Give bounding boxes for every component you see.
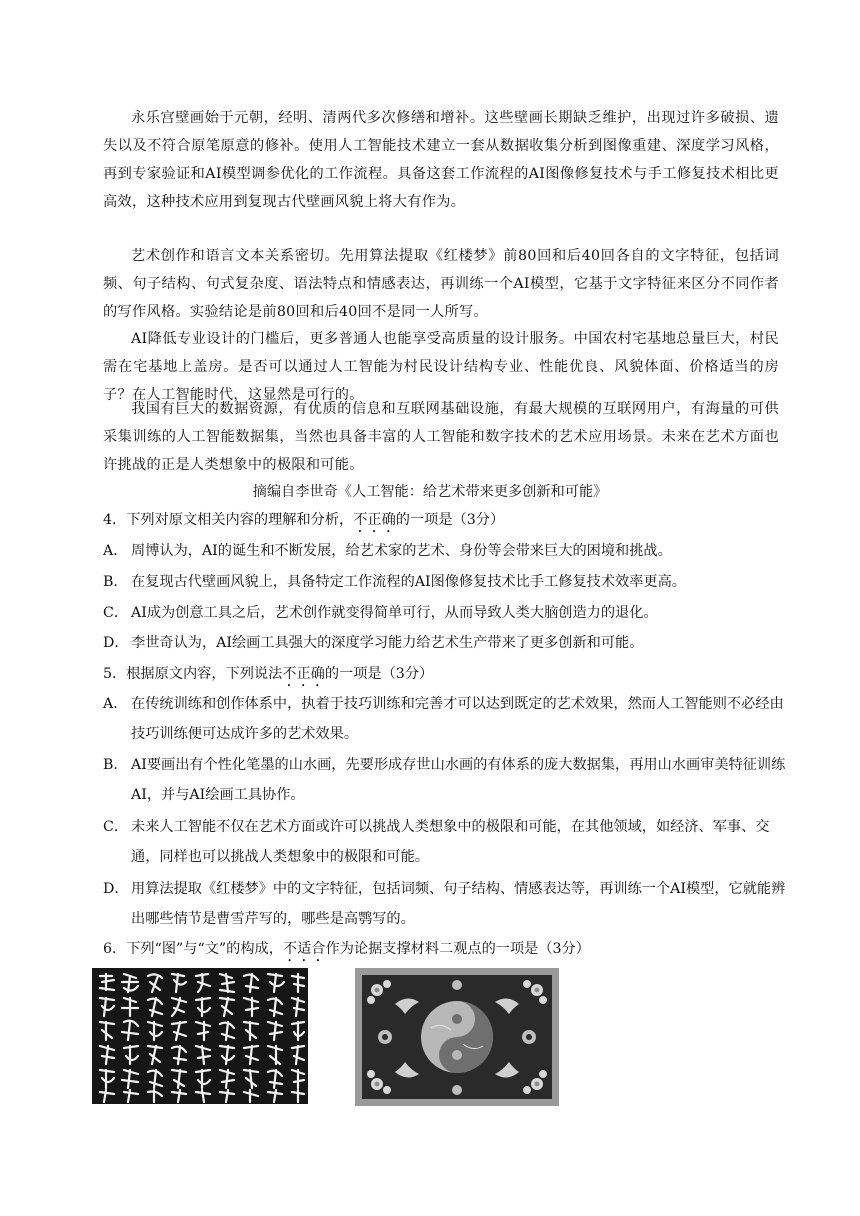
question-stem-emphasis: 不适合 bbox=[282, 941, 326, 957]
papercut-art bbox=[355, 968, 559, 1106]
question-stem-emphasis: 不正确 bbox=[282, 666, 325, 682]
option-letter: D． bbox=[103, 635, 129, 651]
question-stem-before: 4．下列对原文相关内容的理解和分析， bbox=[103, 512, 354, 528]
question-5-option-a bbox=[103, 689, 793, 749]
question-4-option-d bbox=[103, 628, 793, 658]
question-4-option-c bbox=[103, 598, 793, 628]
option-text: 在复现古代壁画风貌上，具备特定工作流程的AI图像修复技术比手工修复技术效率更高。 bbox=[131, 574, 686, 590]
question-5-option-b bbox=[103, 750, 793, 810]
question-5-option-d bbox=[103, 874, 793, 934]
option-text: AI要画出有个性化笔墨的山水画，先要形成存世山水画的有体系的庞大数据集，再用山水画审美特征训练AI，并与AI绘画工具协作。 bbox=[131, 757, 786, 803]
option-text: 用算法提取《红楼梦》中的文字特征，包括词频、句子结构、情感表达等，再训练一个AI模型，它就能辨出哪些情节是曹雪芹写的，哪些是高鹗写的。 bbox=[131, 881, 786, 927]
option-letter: C． bbox=[103, 605, 129, 621]
calligraphy-image bbox=[92, 968, 308, 1104]
option-text: 未来人工智能不仅在艺术方面或许可以挑战人类想象中的极限和可能，在其他领域，如经济、军事、交通，同样也可以挑战人类想象中的极限和可能。 bbox=[131, 819, 770, 865]
question-6-stem bbox=[103, 935, 783, 965]
question-stem-after: 的一项是（3分） bbox=[324, 666, 434, 682]
question-4-option-b bbox=[103, 567, 793, 597]
option-text: 在传统训练和创作体系中，执着于技巧训练和完善才可以达到既定的艺术效果，然而人工智能则不必经由技巧训练便可达成许多的艺术效果。 bbox=[131, 696, 784, 742]
passage-paragraph-4: 我国有巨大的数据资源，有优质的信息和互联网基础设施，有最大规模的互联网用户，有海量的可供采集训练的人工智能数据集，当然也具备丰富的人工智能和数字技术的艺术应用场景。未来在艺术方面也许挑战的正是人类想象中的极限和可能。 bbox=[103, 401, 779, 473]
option-letter: A． bbox=[103, 543, 128, 559]
option-letter: C． bbox=[103, 819, 129, 835]
question-4-option-a bbox=[103, 536, 793, 566]
question-stem-before: 5．根据原文内容，下列说法 bbox=[103, 666, 283, 682]
option-letter: D． bbox=[103, 881, 129, 897]
passage-paragraph-2: 艺术创作和语言文本关系密切。先用算法提取《红楼梦》前80回和后40回各自的文字特征，包括词频、句子结构、句式复杂度、语法特点和情感表达，再训练一个AI模型，它基于文字特征来区分不同作者的写作风格。实验结论是前80回和后40回不是同一人所写。 bbox=[103, 248, 779, 320]
question-stem-emphasis: 不正确 bbox=[353, 512, 396, 528]
option-letter: B． bbox=[103, 757, 128, 773]
option-text: AI成为创意工具之后，艺术创作就变得简单可行，从而导致人类大脑创造力的退化。 bbox=[131, 605, 658, 621]
question-stem-after: 作为论据支撑材料二观点的一项是（3分） bbox=[325, 941, 590, 957]
question-5-stem bbox=[103, 660, 783, 690]
passage-paragraph-1: 永乐宫壁画始于元朝，经明、清两代多次修缮和增补。这些壁画长期缺乏维护，出现过许多破损、遗失以及不符合原笔原意的修补。使用人工智能技术建立一套从数据收集分析到图像重建、深度学习风格，再到专家验证和AI模型调参优化的工作流程。具备这套工作流程的AI图像修复技术与手工修复技术相比更高效，这种技术应用到复现古代壁画风貌上将大有作为。 bbox=[103, 110, 779, 210]
question-stem-after: 的一项是（3分） bbox=[395, 512, 505, 528]
passage-source: 摘编自李世奇《人工智能：给艺术带来更多创新和可能》 bbox=[252, 484, 608, 500]
option-text: 李世奇认为，AI绘画工具强大的深度学习能力给艺术生产带来了更多创新和可能。 bbox=[131, 635, 644, 651]
calligraphy-strokes bbox=[92, 968, 308, 1104]
option-text: 周博认为，AI的诞生和不断发展，给艺术家的艺术、身份等会带来巨大的困境和挑战。 bbox=[131, 543, 672, 559]
passage-paragraph-3: AI降低专业设计的门槛后，更多普通人也能享受高质量的设计服务。中国农村宅基地总量巨大，村民需在宅基地上盖房。是否可以通过人工智能为村民设计结构专业、性能优良、风貌体面、价格适当的房子？在人工智能时代，这显然是可行的。 bbox=[103, 331, 779, 403]
option-letter: A． bbox=[103, 696, 128, 712]
question-stem-before: 6．下列“图”与“文”的构成， bbox=[103, 941, 283, 957]
papercut-image bbox=[355, 968, 559, 1106]
option-letter: B． bbox=[103, 574, 128, 590]
question-5-option-c bbox=[103, 812, 793, 872]
question-4-stem bbox=[103, 506, 783, 536]
